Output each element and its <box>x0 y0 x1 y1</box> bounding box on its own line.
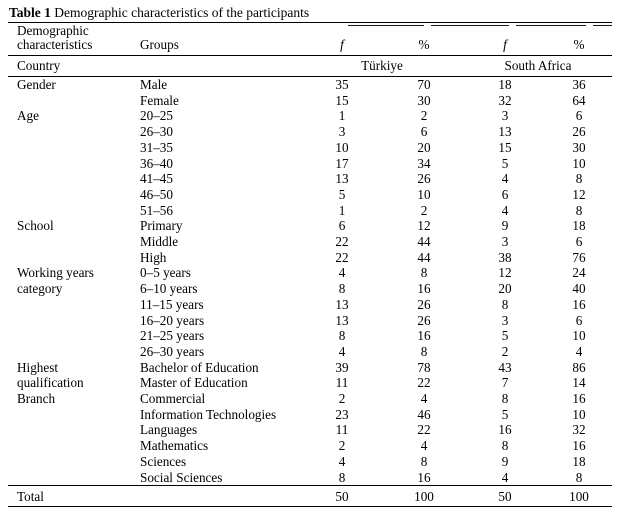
row-pct-southafrica: 18 <box>572 453 586 469</box>
row-pct-turkiye: 16 <box>417 469 431 485</box>
row-category: School <box>17 218 54 234</box>
total-f-turkiye: 50 <box>300 486 384 507</box>
row-group: Middle <box>140 234 179 250</box>
row-group: Commercial <box>140 391 206 407</box>
row-f-southafrica: 3 <box>501 312 509 328</box>
header-pct-southafrica: % <box>546 23 612 56</box>
row-pct-southafrica: 26 <box>572 124 586 140</box>
row-f-turkiye: 22 <box>335 234 349 250</box>
row-group: 26–30 <box>140 124 173 140</box>
header-demographic-characteristics: Demographic characteristics <box>8 23 130 56</box>
table-row <box>8 187 612 203</box>
row-group: Bachelor of Education <box>140 359 259 375</box>
row-f-southafrica: 32 <box>498 92 512 108</box>
row-f-southafrica: 9 <box>501 453 509 469</box>
table-border-artifact <box>516 25 586 26</box>
row-pct-southafrica: 76 <box>572 249 586 265</box>
column-header-row <box>8 23 612 56</box>
row-pct-southafrica: 18 <box>572 218 586 234</box>
row-pct-turkiye: 22 <box>417 375 431 391</box>
row-group: 31–35 <box>140 139 173 155</box>
row-f-turkiye: 15 <box>335 92 349 108</box>
country-southafrica: South Africa <box>464 56 612 77</box>
row-category: qualification <box>17 375 84 391</box>
row-f-turkiye: 13 <box>335 312 349 328</box>
row-f-turkiye: 10 <box>335 139 349 155</box>
row-f-southafrica: 2 <box>501 343 509 359</box>
row-pct-southafrica: 4 <box>575 343 583 359</box>
row-f-turkiye: 2 <box>338 438 346 454</box>
row-pct-turkiye: 2 <box>420 202 428 218</box>
table-row <box>8 313 612 329</box>
row-category: Gender <box>17 77 56 92</box>
row-f-turkiye: 13 <box>335 296 349 312</box>
row-pct-southafrica: 64 <box>572 92 586 108</box>
table-row <box>8 156 612 172</box>
country-turkiye: Türkiye <box>300 56 464 77</box>
row-pct-southafrica: 16 <box>572 296 586 312</box>
row-group: 20–25 <box>140 108 173 124</box>
row-f-southafrica: 4 <box>501 202 509 218</box>
row-pct-turkiye: 34 <box>417 155 431 171</box>
row-pct-southafrica: 86 <box>572 359 586 375</box>
row-pct-turkiye: 12 <box>417 218 431 234</box>
row-f-southafrica: 12 <box>498 265 512 281</box>
header-pct-turkiye: % <box>384 23 464 56</box>
table-caption-text: Demographic characteristics of the participants <box>50 5 310 20</box>
row-group: 41–45 <box>140 171 173 187</box>
row-f-turkiye: 8 <box>338 469 346 485</box>
row-pct-turkiye: 44 <box>417 249 431 265</box>
row-group: Primary <box>140 218 183 234</box>
row-pct-southafrica: 8 <box>575 202 583 218</box>
row-category: Age <box>17 108 39 124</box>
country-row-spacer <box>130 56 300 77</box>
row-category <box>8 344 130 360</box>
row-pct-southafrica: 6 <box>575 234 583 250</box>
row-pct-turkiye: 16 <box>417 281 431 297</box>
row-category <box>8 124 130 140</box>
row-group: Female <box>140 92 179 108</box>
table-row <box>8 422 612 438</box>
demographics-table <box>8 22 612 507</box>
table-body <box>8 77 612 486</box>
row-group: Information Technologies <box>140 406 277 422</box>
row-f-turkiye: 39 <box>335 359 349 375</box>
row-pct-southafrica: 6 <box>575 108 583 124</box>
row-category: Branch <box>17 391 56 407</box>
row-f-turkiye: 5 <box>338 186 346 202</box>
table-row <box>8 438 612 454</box>
row-category <box>8 234 130 250</box>
row-f-turkiye: 4 <box>338 453 346 469</box>
table-border-artifact <box>431 25 509 26</box>
row-group: Mathematics <box>140 438 209 454</box>
row-pct-turkiye: 22 <box>417 422 431 438</box>
row-group: 6–10 years <box>140 281 198 297</box>
row-f-southafrica: 6 <box>501 186 509 202</box>
table-row <box>8 407 612 423</box>
row-category: Highest <box>17 359 59 375</box>
row-f-turkiye: 3 <box>338 124 346 140</box>
row-category <box>8 171 130 187</box>
row-group: 51–56 <box>140 202 173 218</box>
row-f-turkiye: 13 <box>335 171 349 187</box>
table-row <box>8 360 612 376</box>
country-row-label: Country <box>8 56 130 77</box>
row-group: 11–15 years <box>140 296 204 312</box>
row-pct-southafrica: 16 <box>572 438 586 454</box>
table-row <box>8 171 612 187</box>
row-f-southafrica: 20 <box>498 281 512 297</box>
row-category: category <box>17 281 63 297</box>
row-f-turkiye: 6 <box>338 218 346 234</box>
row-f-turkiye: 11 <box>335 422 349 438</box>
table-row <box>8 250 612 266</box>
row-group: 36–40 <box>140 155 173 171</box>
row-f-southafrica: 5 <box>501 406 509 422</box>
row-category <box>8 187 130 203</box>
row-category <box>8 328 130 344</box>
row-category <box>8 407 130 423</box>
row-pct-southafrica: 24 <box>572 265 586 281</box>
row-f-southafrica: 3 <box>501 234 509 250</box>
table-row <box>8 344 612 360</box>
row-category <box>8 250 130 266</box>
row-f-southafrica: 5 <box>501 328 509 344</box>
row-pct-turkiye: 16 <box>417 328 431 344</box>
row-category <box>8 203 130 219</box>
table-row <box>8 328 612 344</box>
row-f-southafrica: 18 <box>498 77 512 92</box>
total-spacer <box>130 486 300 507</box>
row-f-turkiye: 8 <box>338 328 346 344</box>
table-row <box>8 218 612 234</box>
row-pct-turkiye: 70 <box>417 77 431 92</box>
row-pct-turkiye: 10 <box>417 186 431 202</box>
total-pct-turkiye: 100 <box>384 486 464 507</box>
row-f-turkiye: 1 <box>338 108 346 124</box>
row-category <box>8 470 130 486</box>
row-f-turkiye: 35 <box>335 77 349 92</box>
header-groups: Groups <box>130 23 300 56</box>
row-pct-southafrica: 12 <box>572 186 586 202</box>
row-f-turkiye: 1 <box>338 202 346 218</box>
table-row <box>8 454 612 470</box>
row-f-southafrica: 5 <box>501 155 509 171</box>
table-row <box>8 391 612 407</box>
row-group: 46–50 <box>140 186 173 202</box>
table-row <box>8 77 612 93</box>
table-row <box>8 375 612 391</box>
row-pct-southafrica: 32 <box>572 422 586 438</box>
total-pct-southafrica: 100 <box>546 486 612 507</box>
total-f-southafrica: 50 <box>464 486 546 507</box>
row-pct-turkiye: 4 <box>420 391 428 407</box>
row-f-southafrica: 43 <box>498 359 512 375</box>
row-f-turkiye: 8 <box>338 281 346 297</box>
row-pct-turkiye: 26 <box>417 171 431 187</box>
row-category <box>8 156 130 172</box>
table-row <box>8 93 612 109</box>
row-f-southafrica: 9 <box>501 218 509 234</box>
total-label: Total <box>8 486 130 507</box>
table-row <box>8 297 612 313</box>
row-group: High <box>140 249 167 265</box>
row-pct-southafrica: 10 <box>572 155 586 171</box>
row-pct-turkiye: 26 <box>417 312 431 328</box>
row-f-southafrica: 38 <box>498 249 512 265</box>
table-row <box>8 265 612 281</box>
row-category <box>8 313 130 329</box>
row-pct-southafrica: 6 <box>575 312 583 328</box>
row-pct-turkiye: 8 <box>420 343 428 359</box>
row-f-turkiye: 4 <box>338 265 346 281</box>
row-pct-southafrica: 30 <box>572 139 586 155</box>
row-f-southafrica: 8 <box>501 296 509 312</box>
header-f-southafrica: f <box>464 23 546 56</box>
row-category <box>8 438 130 454</box>
row-category <box>8 93 130 109</box>
row-f-turkiye: 11 <box>335 375 349 391</box>
row-pct-southafrica: 16 <box>572 391 586 407</box>
table-border-artifact <box>348 25 424 26</box>
row-f-turkiye: 17 <box>335 155 349 171</box>
table-row <box>8 108 612 124</box>
row-f-turkiye: 22 <box>335 249 349 265</box>
row-category <box>8 422 130 438</box>
row-pct-turkiye: 46 <box>417 406 431 422</box>
row-group: Social Sciences <box>140 469 223 485</box>
row-pct-turkiye: 4 <box>420 438 428 454</box>
row-pct-southafrica: 14 <box>572 375 586 391</box>
table-caption-label: Table 1 <box>9 5 51 20</box>
row-f-southafrica: 4 <box>501 469 509 485</box>
row-pct-southafrica: 40 <box>572 281 586 297</box>
row-f-turkiye: 4 <box>338 343 346 359</box>
row-f-southafrica: 8 <box>501 391 509 407</box>
table-row <box>8 470 612 486</box>
row-f-turkiye: 23 <box>335 406 349 422</box>
row-group: Sciences <box>140 453 187 469</box>
total-row <box>8 486 612 507</box>
row-f-southafrica: 4 <box>501 171 509 187</box>
row-group: 26–30 years <box>140 343 205 359</box>
row-f-turkiye: 2 <box>338 391 346 407</box>
row-pct-southafrica: 10 <box>572 406 586 422</box>
country-row <box>8 56 612 77</box>
row-pct-turkiye: 2 <box>420 108 428 124</box>
row-pct-southafrica: 8 <box>575 469 583 485</box>
row-category <box>8 297 130 313</box>
row-pct-southafrica: 10 <box>572 328 586 344</box>
table-row <box>8 140 612 156</box>
table-row <box>8 203 612 219</box>
row-category <box>8 454 130 470</box>
row-pct-turkiye: 8 <box>420 265 428 281</box>
row-f-southafrica: 15 <box>498 139 512 155</box>
table-border-artifact <box>593 25 612 26</box>
table-caption <box>8 5 612 22</box>
table-row <box>8 124 612 140</box>
row-group: 0–5 years <box>140 265 191 281</box>
row-pct-turkiye: 20 <box>417 139 431 155</box>
row-f-southafrica: 7 <box>501 375 509 391</box>
row-f-southafrica: 13 <box>498 124 512 140</box>
row-pct-turkiye: 44 <box>417 234 431 250</box>
row-pct-turkiye: 26 <box>417 296 431 312</box>
table-row <box>8 234 612 250</box>
row-group: Male <box>140 77 168 92</box>
row-pct-turkiye: 78 <box>417 359 431 375</box>
header-f-turkiye: f <box>300 23 384 56</box>
row-pct-southafrica: 8 <box>575 171 583 187</box>
row-group: Languages <box>140 422 198 438</box>
row-pct-turkiye: 8 <box>420 453 428 469</box>
table-row <box>8 281 612 297</box>
row-group: Master of Education <box>140 375 248 391</box>
row-pct-southafrica: 36 <box>572 77 586 92</box>
row-pct-turkiye: 6 <box>420 124 428 140</box>
row-group: 21–25 years <box>140 328 205 344</box>
row-f-southafrica: 3 <box>501 108 509 124</box>
row-f-southafrica: 16 <box>498 422 512 438</box>
row-category: Working years <box>17 265 94 281</box>
row-pct-turkiye: 30 <box>417 92 431 108</box>
row-group: 16–20 years <box>140 312 205 328</box>
row-category <box>8 140 130 156</box>
row-f-southafrica: 8 <box>501 438 509 454</box>
